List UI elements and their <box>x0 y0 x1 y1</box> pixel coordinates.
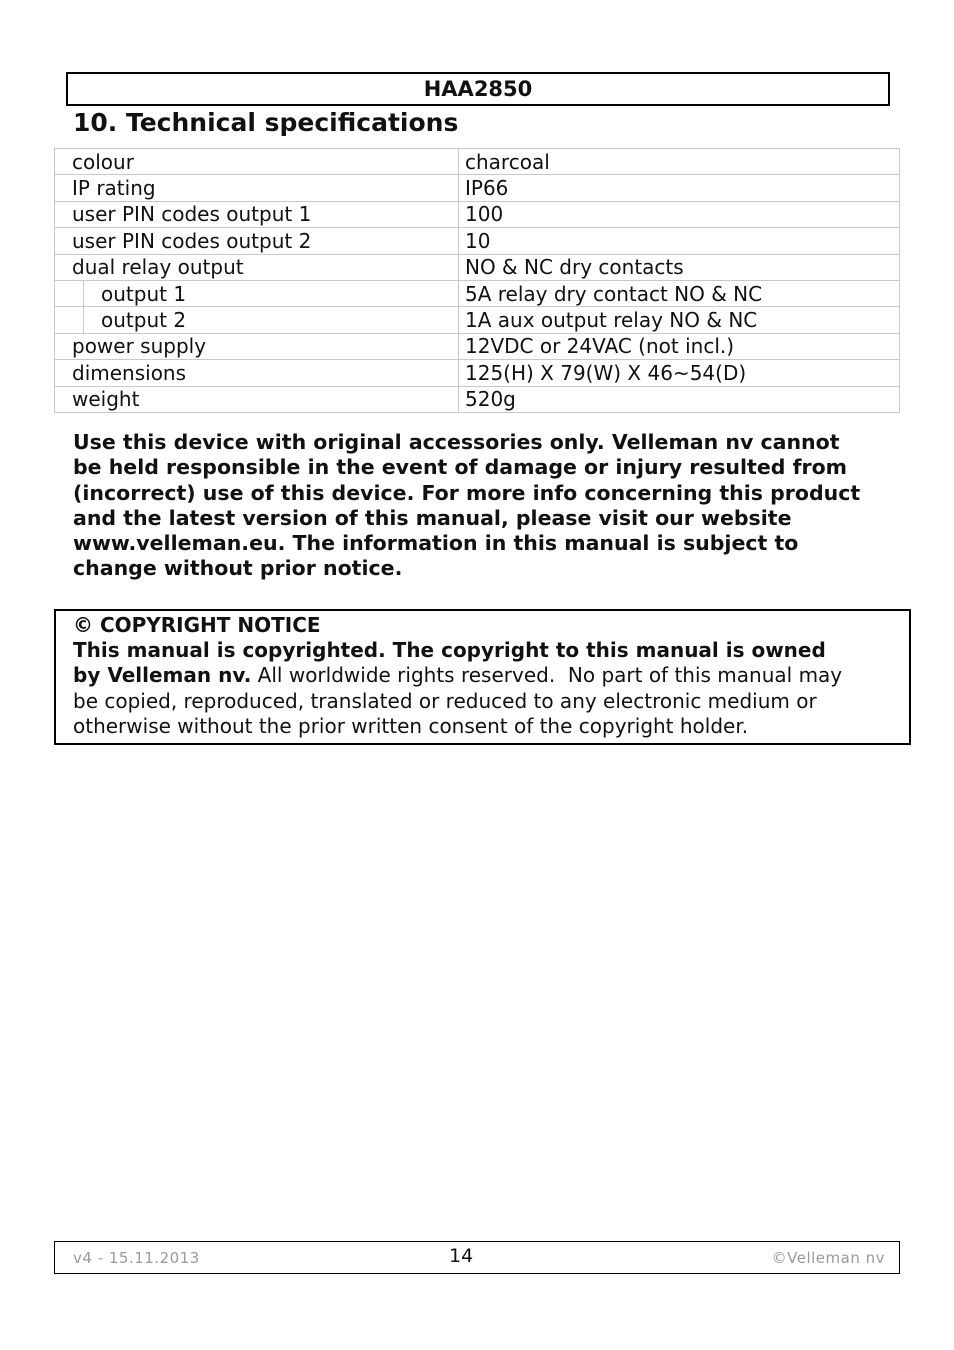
indent-cell <box>55 280 84 306</box>
table-row <box>55 280 900 306</box>
disclaimer-line: (incorrect) use of this device. For more info concerning this product <box>73 480 861 505</box>
page-footer <box>54 1241 900 1274</box>
copyright-notice <box>54 609 911 745</box>
copyright-rights: All worldwide rights reserved. No part of this manual may <box>251 663 843 688</box>
table-row <box>55 228 900 254</box>
spec-value: 10 <box>459 228 900 254</box>
table-row <box>55 201 900 227</box>
copyright-line <box>73 663 899 688</box>
model-header <box>66 72 890 106</box>
specifications-table <box>54 148 900 413</box>
spec-value: NO & NC dry contacts <box>459 254 900 280</box>
copyright-heading: © COPYRIGHT NOTICE <box>73 613 321 637</box>
spec-value: 12VDC or 24VAC (not incl.) <box>459 333 900 359</box>
section-title: 10. Technical specifications <box>73 108 459 137</box>
spec-label: IP rating <box>55 175 459 201</box>
disclaimer-line: be held responsible in the event of damage or injury resulted from <box>73 455 848 480</box>
disclaimer-line: change without prior notice. <box>73 556 403 581</box>
copyright-owner: by Velleman nv. <box>73 663 252 688</box>
copyright-owner-footer: ©Velleman nv <box>771 1249 885 1267</box>
spec-label: colour <box>55 149 459 175</box>
indent-cell <box>55 307 84 333</box>
page-number: 14 <box>449 1245 474 1267</box>
spec-value: 520g <box>459 386 900 412</box>
table-row <box>55 333 900 359</box>
spec-value: IP66 <box>459 175 900 201</box>
spec-label: output 1 <box>84 280 459 306</box>
disclaimer-paragraph <box>73 430 893 582</box>
copyright-line: otherwise without the prior written consent of the copyright holder. <box>73 713 749 738</box>
disclaimer-line: and the latest version of this manual, please visit our website <box>73 505 792 530</box>
copyright-line: be copied, reproduced, translated or reduced to any electronic medium or <box>73 688 817 713</box>
spec-label: user PIN codes output 1 <box>55 201 459 227</box>
model-name: HAA2850 <box>423 77 533 101</box>
table-row <box>55 149 900 175</box>
copyright-line: This manual is copyrighted. The copyright to this manual is owned <box>73 638 826 663</box>
spec-value: charcoal <box>459 149 900 175</box>
table-row <box>55 307 900 333</box>
table-row <box>55 175 900 201</box>
spec-label: output 2 <box>84 307 459 333</box>
table-row <box>55 254 900 280</box>
table-row <box>55 360 900 386</box>
spec-value: 5A relay dry contact NO & NC <box>459 280 900 306</box>
spec-value: 125(H) X 79(W) X 46~54(D) <box>459 360 900 386</box>
disclaimer-line: www.velleman.eu. The information in this manual is subject to <box>73 531 799 556</box>
spec-label: user PIN codes output 2 <box>55 228 459 254</box>
spec-value: 1A aux output relay NO & NC <box>459 307 900 333</box>
spec-label: dual relay output <box>55 254 459 280</box>
spec-label: power supply <box>55 333 459 359</box>
spec-value: 100 <box>459 201 900 227</box>
version-date: v4 - 15.11.2013 <box>73 1249 200 1267</box>
spec-label: weight <box>55 386 459 412</box>
spec-label: dimensions <box>55 360 459 386</box>
table-row <box>55 386 900 412</box>
disclaimer-line: Use this device with original accessories only. Velleman nv cannot <box>73 430 840 454</box>
